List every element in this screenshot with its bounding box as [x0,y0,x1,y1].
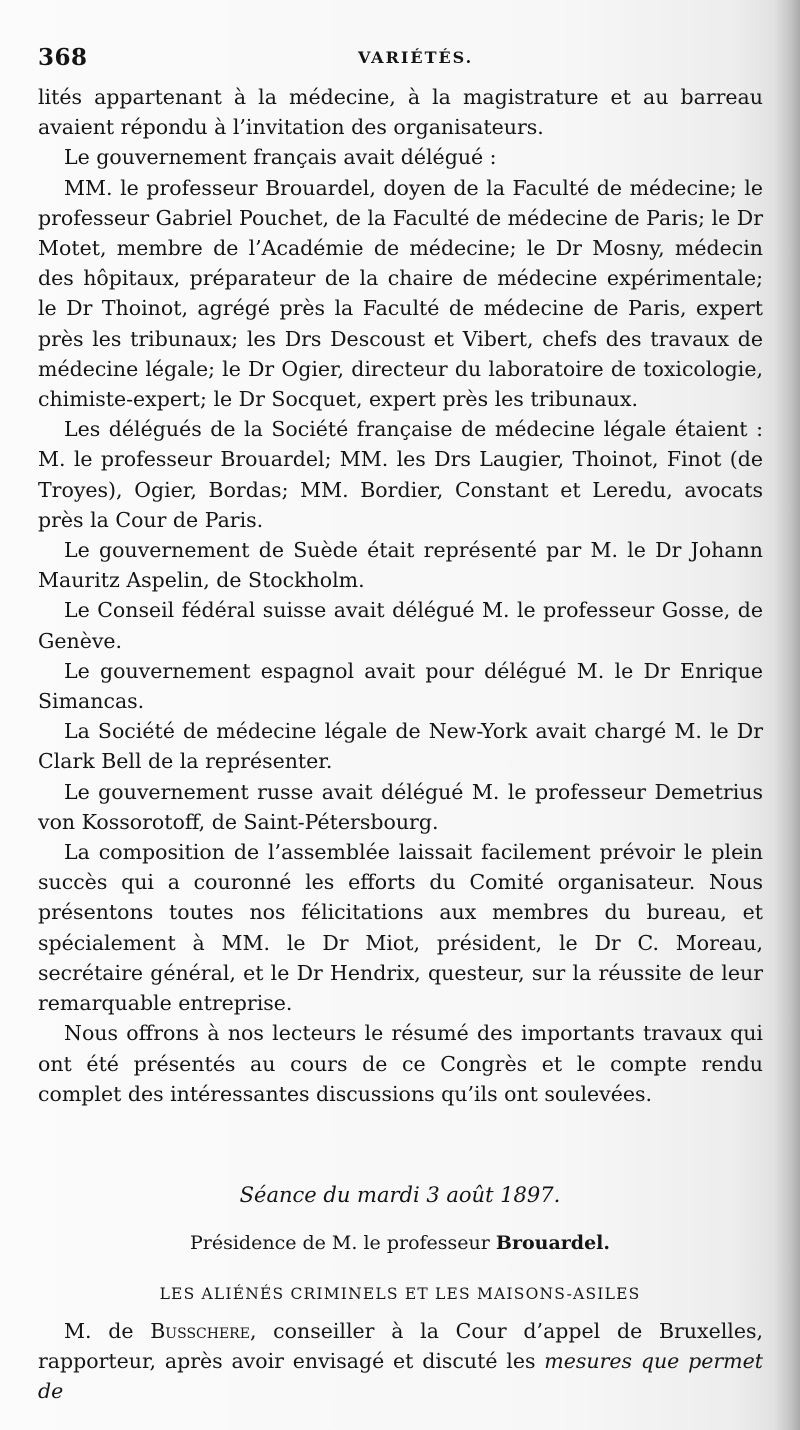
section-heading: LES ALIÉNÉS CRIMINELS ET LES MAISONS-ASILES [159,1285,641,1303]
paragraph: MM. le professeur Brouardel, doyen de la Faculté de médecine; le professeur Gabriel Pouchet, de la Faculté de médecine de Paris; le Dr Motet, membre de l’Académie de médecine; le Dr Mosny, médecin des hôpitaux, préparateur de la chaire de médecine expérimentale; le Dr Thoinot, agrégé près la Faculté de médecine de Paris, expert près les tribunaux; les Drs Descoust et Vibert, chefs des travaux de médecine légale; le Dr Ogier, directeur du laboratoire de toxicologie, chimiste-expert; le Dr Socquet, expert près les tribunaux. [38,175,763,412]
presidence-name: Brouardel. [495,1232,610,1254]
body-text [38,82,763,1109]
page-number: 368 [38,44,88,71]
paragraph: Le gouvernement espagnol avait pour délégué M. le Dr Enrique Simancas. [38,658,763,714]
speaker-name: Busschere [150,1319,250,1343]
paragraph: lités appartenant à la médecine, à la magistrature et au barreau avaient répondu à l’invitation des organisateurs. [38,85,763,140]
presidence-line [0,1232,800,1254]
page-edge-shadow [774,0,800,1430]
running-head: VARIÉTÉS. [358,48,474,67]
page-header [38,44,763,80]
paragraph: Nous offrons à nos lecteurs le résumé des importants travaux qui ont été présentés au cours de ce Congrès et le compte rendu complet des intéressantes discussions qu’ils ont soulevées. [38,1021,763,1106]
paragraph: Les délégués de la Société française de médecine légale étaient : M. le professeur Brouardel; MM. les Drs Laugier, Thoinot, Finot (de Troyes), Ogier, Bordas; MM. Bordier, Constant et Leredu, avocats près la Cour de Paris. [38,417,763,532]
paragraph: Le gouvernement russe avait délégué M. le professeur Demetrius von Kossorotoff, de Saint-Pétersbourg. [38,779,763,834]
paragraph: La composition de l’assemblée laissait facilement prévoir le plein succès qui a couronné les efforts du Comité organisateur. Nous présentons toutes nos félicitations aux membres du bureau, et spécialement à MM. le Dr Miot, président, le Dr C. Moreau, secrétaire général, et le Dr Hendrix, questeur, sur la réussite de leur remarquable entreprise. [38,840,763,1016]
paragraph: Le Conseil fédéral suisse avait délégué M. le professeur Gosse, de Genève. [38,598,763,653]
speaker-prefix: M. de [64,1319,134,1343]
section-text: , conseiller à la Cour d’appel de Bruxelles, rapporteur, après avoir envisagé et discuté les [38,1319,763,1374]
section-paragraph [38,1316,763,1407]
paragraph: La Société de médecine légale de New-York avait chargé M. le Dr Clark Bell de la représenter. [38,719,763,774]
section-text-italic: mesures que permet de [38,1349,763,1404]
paragraph: Le gouvernement français avait délégué : [64,145,497,170]
paragraph: Le gouvernement de Suède était représenté par M. le Dr Johann Mauritz Aspelin, de Stockholm. [38,538,763,593]
session-title: Séance du mardi 3 août 1897. [239,1183,561,1207]
presidence-prefix: Présidence de M. le professeur [189,1232,490,1254]
